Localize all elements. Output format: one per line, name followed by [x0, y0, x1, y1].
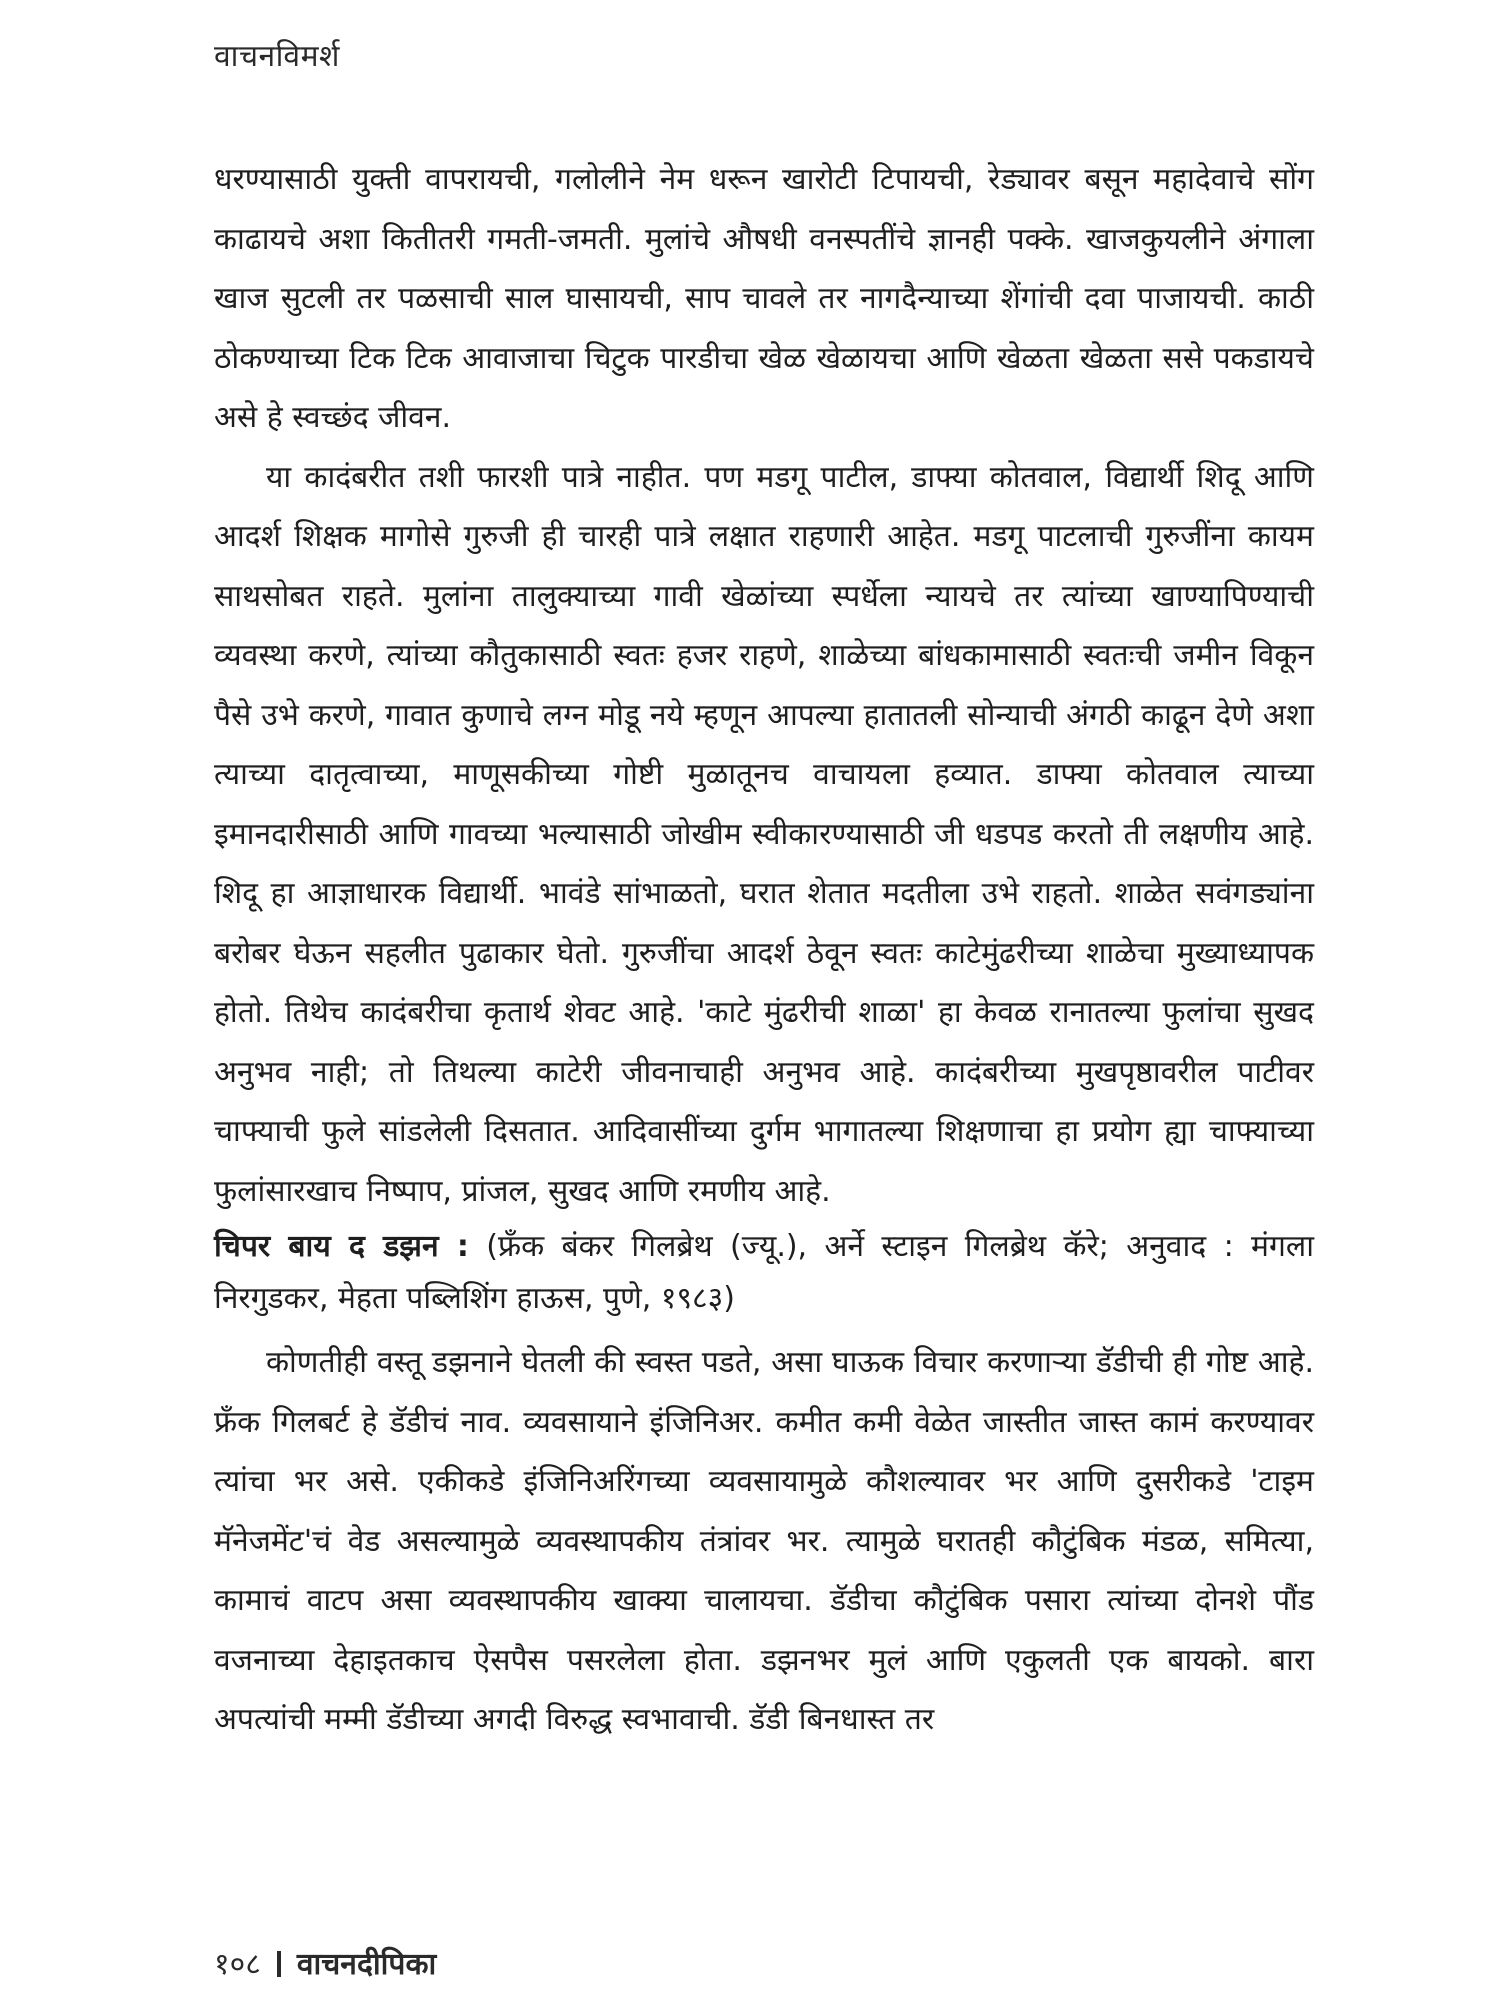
- book-entry-heading: [214, 1221, 1314, 1325]
- series-title: वाचनदीपिका: [296, 1947, 437, 1982]
- paragraph-cheaper-by-dozen: कोणतीही वस्तू डझनाने घेतली की स्वस्त पडते, असा घाऊक विचार करणाऱ्या डॅडीची ही गोष्ट आहे. फ्रँक गिलबर्ट हे डॅडीचं नाव. व्यवसायाने इंजिनिअर. कमीत कमी वेळेत जास्तीत जास्त कामं करण्यावर त्यांचा भर असे. एकीकडे इंजिनिअरिंगच्या व्यवसायामुळे कौशल्यावर भर आणि दुसरीकडे 'टाइम मॅनेजमेंट'चं वेड असल्यामुळे व्यवस्थापकीय तंत्रांवर भर. त्यामुळे घरातही कौटुंबिक मंडळ, समित्या, कामाचं वाटप असा व्यवस्थापकीय खाक्या चालायचा. डॅडीचा कौटुंबिक पसारा त्यांच्या दोनशे पौंड वजनाच्या देहाइतकाच ऐसपैस पसरलेला होता. डझनभर मुलं आणि एकुलती एक बायको. बारा अपत्यांची मम्मी डॅडीच्या अगदी विरुद्ध स्वभावाची. डॅडी बिनधास्त तर: [214, 1345, 1314, 1737]
- paragraph-characters: या कादंबरीत तशी फारशी पात्रे नाहीत. पण मडगू पाटील, डाफ्या कोतवाल, विद्यार्थी शिदू आणि आदर्श शिक्षक मागोसे गुरुजी ही चारही पात्रे लक्षात राहणारी आहेत. मडगू पाटलाची गुरुजींना कायम साथसोबत राहते. मुलांना तालुक्याच्या गावी खेळांच्या स्पर्धेला न्यायचे तर त्यांच्या खाण्यापिण्याची व्यवस्था करणे, त्यांच्या कौतुकासाठी स्वतः हजर राहणे, शाळेच्या बांधकामासाठी स्वतःची जमीन विकून पैसे उभे करणे, गावात कुणाचे लग्न मोडू नये म्हणून आपल्या हातातली सोन्याची अंगठी काढून देणे अशा त्याच्या दातृत्वाच्या, माणूसकीच्या गोष्टी मुळातूनच वाचायला हव्यात. डाफ्या कोतवाल त्याच्या इमानदारीसाठी आणि गावच्या भल्यासाठी जोखीम स्वीकारण्यासाठी जी धडपड करतो ती लक्षणीय आहे. शिदू हा आज्ञाधारक विद्यार्थी. भावंडे सांभाळतो, घरात शेतात मदतीला उभे राहतो. शाळेत सवंगड्यांना बरोबर घेऊन सहलीत पुढाकार घेतो. गुरुजींचा आदर्श ठेवून स्वतः काटेमुंढरीच्या शाळेचा मुख्याध्यापक होतो. तिथेच कादंबरीचा कृतार्थ शेवट आहे. 'काटे मुंढरीची शाळा' हा केवळ रानातल्या फुलांचा सुखद अनुभव नाही; तो तिथल्या काटेरी जीवनाचाही अनुभव आहे. कादंबरीच्या मुखपृष्ठावरील पाटीवर चाफ्याची फुले सांडलेली दिसतात. आदिवासींच्या दुर्गम भागातल्या शिक्षणाचा हा प्रयोग ह्या चाफ्याच्या फुलांसारखाच निष्पाप, प्रांजल, सुखद आणि रमणीय आहे.: [214, 459, 1314, 1209]
- footer-separator: [277, 1951, 281, 1977]
- book-details: (फ्रँक बंकर गिलब्रेथ (ज्यू.), अर्ने स्टाइन गिलब्रेथ कॅरे; अनुवाद : मंगला निरगुडकर, मेहता पब्लिशिंग हाऊस, पुणे, १९८३): [214, 1229, 1314, 1316]
- book-title: चिपर बाय द डझन :: [214, 1229, 469, 1264]
- page-footer: [214, 1942, 436, 1983]
- page-body: [214, 150, 1314, 1750]
- running-title: वाचनविमर्श: [214, 39, 340, 74]
- page-number: १०८: [214, 1947, 261, 1982]
- paragraph-village-life: धरण्यासाठी युक्ती वापरायची, गलोलीने नेम धरून खारोटी टिपायची, रेड्यावर बसून महादेवाचे सोंग काढायचे अशा कितीतरी गमती-जमती. मुलांचे औषधी वनस्पतींचे ज्ञानही पक्के. खाजकुयलीने अंगाला खाज सुटली तर पळसाची साल घासायची, साप चावले तर नागदैन्याच्या शेंगांची दवा पाजायची. काठी ठोकण्याच्या टिक टिक आवाजाचा चिटुक पारडीचा खेळ खेळायचा आणि खेळता खेळता ससे पकडायचे असे हे स्वच्छंद जीवन.: [214, 162, 1314, 435]
